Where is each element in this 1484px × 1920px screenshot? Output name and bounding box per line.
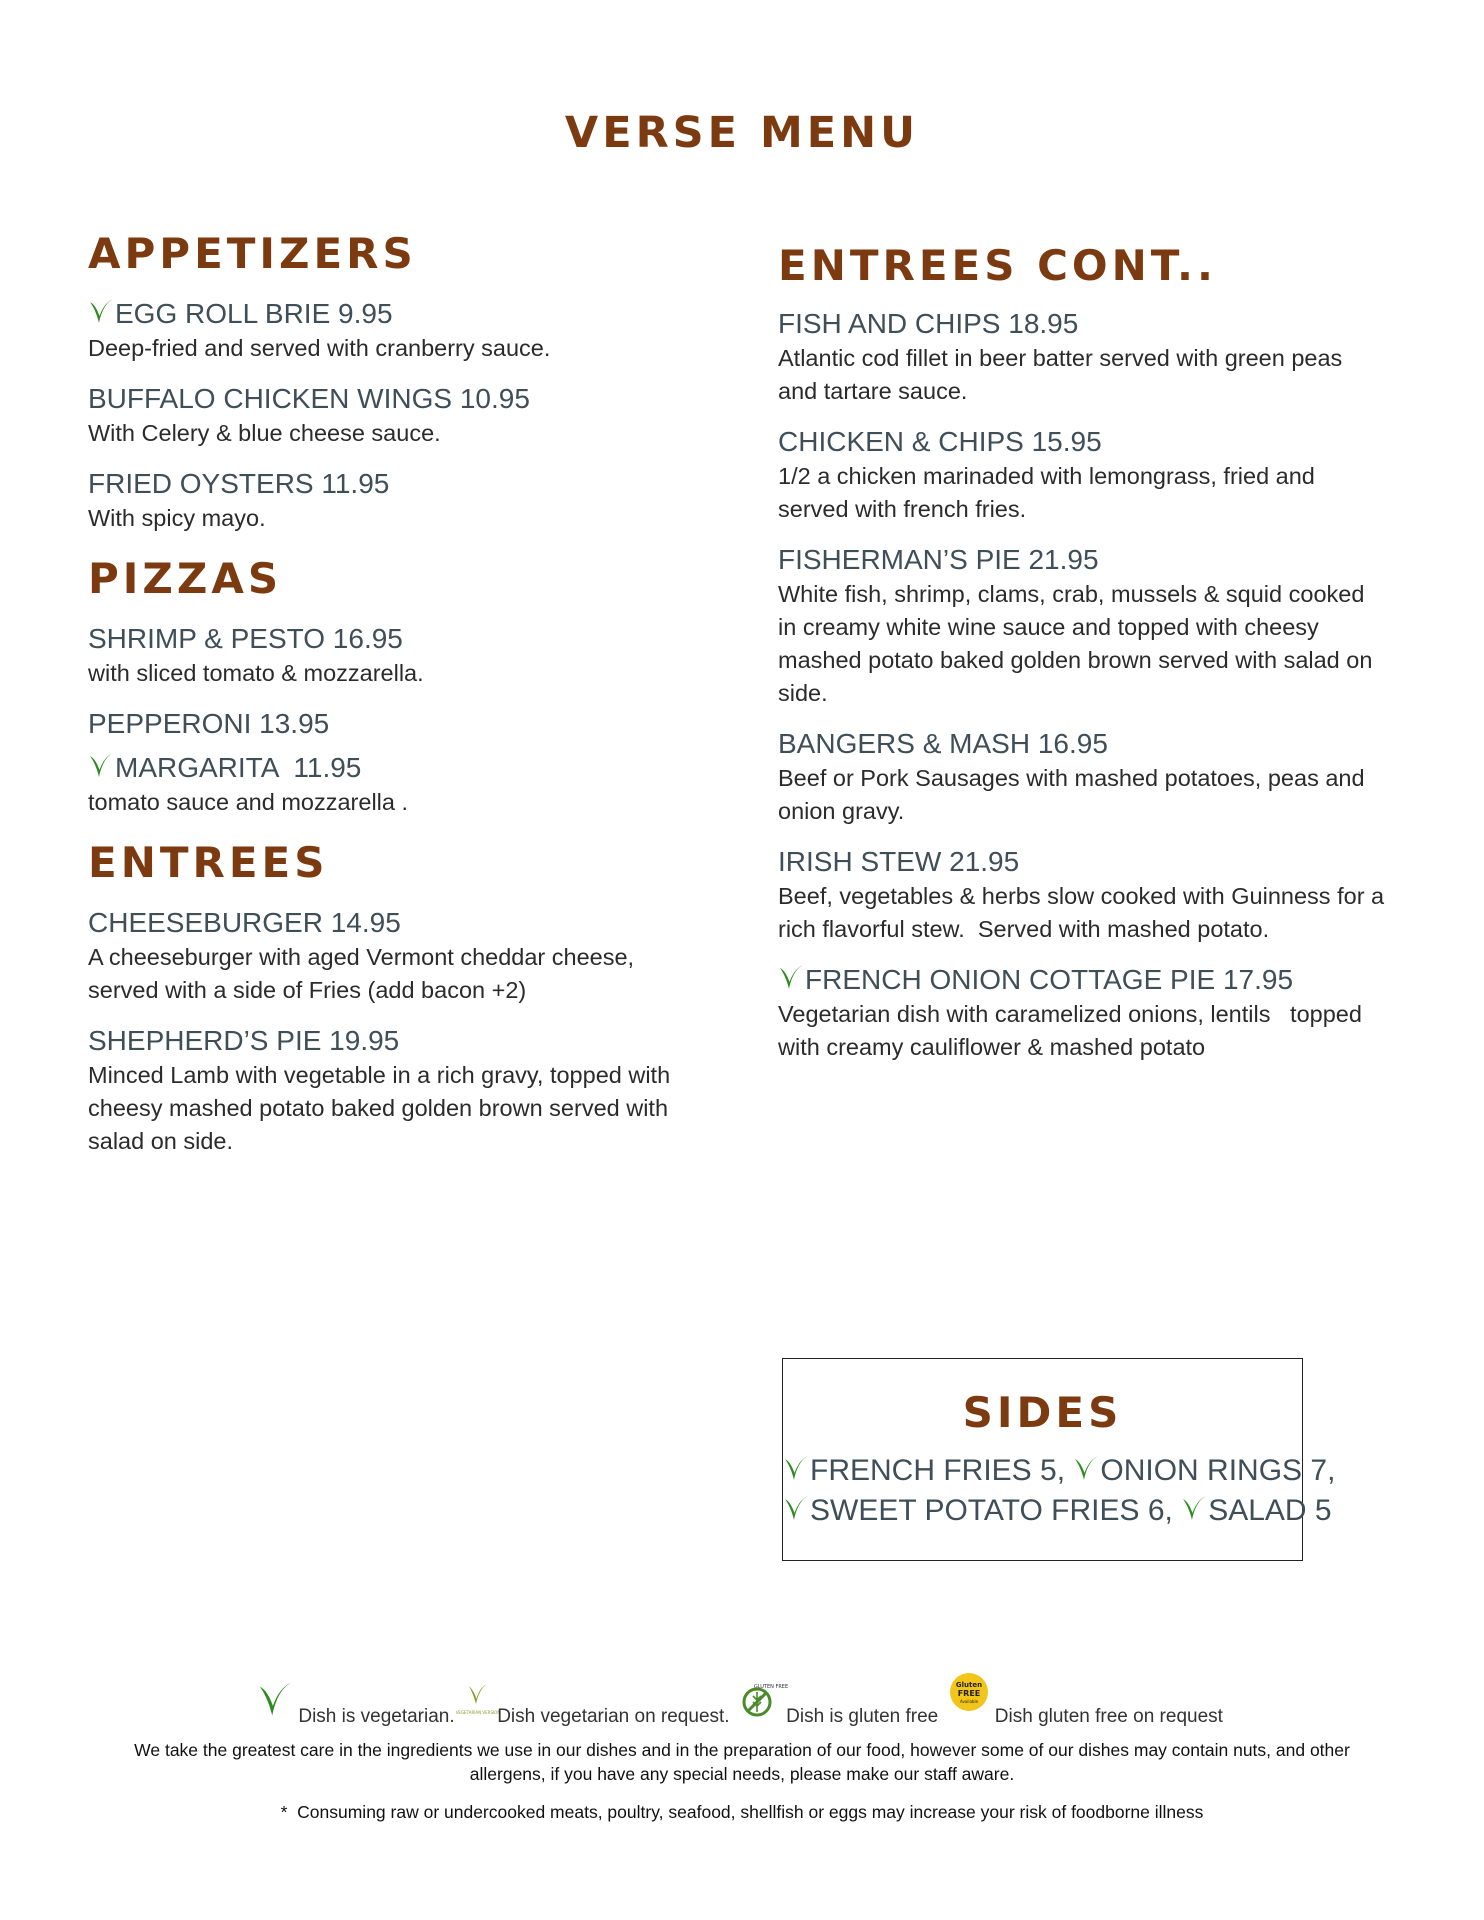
item-name: SHEPHERD’S PIE 19.95: [88, 1025, 400, 1056]
item-description-line: onion gravy.: [778, 798, 905, 824]
item-description-line: cheesy mashed potato baked golden brown served with: [88, 1095, 669, 1121]
menu-item: [778, 726, 1418, 828]
vegetarian-icon: [257, 1676, 293, 1728]
legend-vegetarian: Dish is vegetarian.: [298, 1706, 455, 1727]
item-description: with sliced tomato & mozzarella.: [88, 660, 424, 686]
right-column: [778, 238, 1418, 1080]
vegetarian-request-badge-text: VEGETARIAN VERSION: [455, 1710, 501, 1715]
legend-vegetarian-on-request: Dish vegetarian on request.: [497, 1706, 730, 1727]
item-description: With Celery & blue cheese sauce.: [88, 420, 441, 446]
item-description: Deep-fried and served with cranberry sauce.: [88, 335, 551, 361]
item-name: BANGERS & MASH 16.95: [778, 728, 1108, 759]
pizzas-heading: PIZZAS: [88, 554, 283, 603]
item-description: With spicy mayo.: [88, 505, 266, 531]
raw-food-warning: * Consuming raw or undercooked meats, poultry, seafood, shellfish or eggs may increase your risk of foodborne illness: [280, 1802, 1204, 1822]
menu-title: VERSE MENU: [564, 108, 920, 158]
item-description-line: rich flavorful stew. Served with mashed potato.: [778, 916, 1270, 942]
menu-item: [88, 905, 728, 1007]
vegetarian-icon: [1073, 1454, 1099, 1482]
menu-item: [88, 466, 728, 535]
vegetarian-icon: [778, 963, 804, 991]
vegetarian-icon: [88, 297, 114, 325]
item-description-line: with creamy cauliflower & mashed potato: [778, 1034, 1206, 1060]
item-description-line: Vegetarian dish with caramelized onions, lentils topped: [778, 1001, 1362, 1027]
item-name: FISH AND CHIPS 18.95: [778, 308, 1079, 339]
vegetarian-icon: [1181, 1494, 1207, 1522]
item-description-line: served with a side of Fries (add bacon +2): [88, 977, 527, 1003]
gluten-free-on-request-icon: [948, 1672, 990, 1728]
item-description-line: A cheeseburger with aged Vermont cheddar cheese,: [88, 944, 635, 970]
side-item: ONION RINGS 7,: [1100, 1454, 1336, 1487]
item-name: PEPPERONI 13.95: [88, 708, 330, 739]
item-description-line: Beef, vegetables & herbs slow cooked with Guinness for a: [778, 883, 1385, 909]
item-description-line: White fish, shrimp, clams, crab, mussels & squid cooked: [778, 581, 1365, 607]
item-name: IRISH STEW 21.95: [778, 846, 1020, 877]
item-name: FRIED OYSTERS 11.95: [88, 468, 390, 499]
vegetarian-on-request-icon: [455, 1682, 501, 1728]
sides-box: [782, 1358, 1336, 1561]
menu-item: [778, 424, 1418, 526]
item-description-line: 1/2 a chicken marinaded with lemongrass, fried and: [778, 463, 1315, 489]
vegetarian-icon: [783, 1494, 809, 1522]
vegetarian-icon: [783, 1454, 809, 1482]
gluten-free-request-badge-text: Available: [959, 1699, 978, 1704]
sides-heading: SIDES: [962, 1388, 1123, 1437]
item-name: FRENCH ONION COTTAGE PIE 17.95: [805, 964, 1294, 995]
gluten-free-request-badge-text: Gluten: [955, 1681, 982, 1689]
item-description-line: Minced Lamb with vegetable in a rich gravy, topped with: [88, 1062, 671, 1088]
menu-item: [778, 962, 1418, 1064]
menu-item: [88, 381, 728, 450]
legend-gluten-free: Dish is gluten free: [786, 1706, 939, 1727]
menu-item: [88, 621, 728, 690]
menu-item: [778, 844, 1418, 946]
side-item: FRENCH FRIES 5,: [810, 1454, 1066, 1487]
menu-item: [88, 750, 728, 819]
allergen-note-line: allergens, if you have any special needs, please make our staff aware.: [469, 1764, 1015, 1784]
gluten-free-badge-text: GLUTEN FREE: [753, 1684, 789, 1690]
item-description-line: Beef or Pork Sausages with mashed potatoes, peas and: [778, 765, 1365, 791]
item-description-line: salad on side.: [88, 1128, 234, 1154]
sides-line: [783, 1451, 1336, 1491]
gluten-free-request-badge-text: FREE: [957, 1689, 980, 1698]
menu-item: [88, 296, 728, 365]
item-name: MARGARITA 11.95: [115, 752, 362, 783]
sides-line: [783, 1491, 1332, 1531]
entrees-cont-heading: ENTREES CONT..: [778, 241, 1217, 290]
left-column: [88, 226, 728, 1174]
item-name: SHRIMP & PESTO 16.95: [88, 623, 403, 654]
gluten-free-icon: [739, 1678, 789, 1728]
menu-item: [778, 542, 1418, 710]
item-description-line: and tartare sauce.: [778, 378, 968, 404]
item-description-line: mashed potato baked golden brown served with salad on: [778, 647, 1373, 673]
item-description: tomato sauce and mozzarella .: [88, 789, 409, 815]
item-name: CHICKEN & CHIPS 15.95: [778, 426, 1102, 457]
entrees-heading: ENTREES: [88, 838, 329, 887]
item-name: FISHERMAN’S PIE 21.95: [778, 544, 1099, 575]
item-description-line: Atlantic cod fillet in beer batter served with green peas: [778, 345, 1343, 371]
item-name: EGG ROLL BRIE 9.95: [115, 298, 393, 329]
side-item: SWEET POTATO FRIES 6,: [810, 1494, 1173, 1527]
allergen-note-line: We take the greatest care in the ingredients we use in our dishes and in the preparation of our food, however some of our dishes may contain nuts, and other: [134, 1740, 1350, 1760]
side-item: SALAD 5: [1208, 1494, 1332, 1527]
menu-item: [778, 306, 1418, 408]
appetizers-heading: APPETIZERS: [88, 229, 417, 278]
item-name: CHEESEBURGER 14.95: [88, 907, 401, 938]
menu-item: [88, 1023, 728, 1158]
allergen-note: [110, 1738, 1374, 1786]
item-description-line: side.: [778, 680, 828, 706]
item-name: BUFFALO CHICKEN WINGS 10.95: [88, 383, 530, 414]
item-description-line: served with french fries.: [778, 496, 1027, 522]
vegetarian-icon: [88, 751, 114, 779]
legend: [0, 1672, 1484, 1728]
legend-gluten-free-on-request: Dish gluten free on request: [994, 1706, 1223, 1727]
menu-item: [88, 706, 728, 742]
item-description-line: in creamy white wine sauce and topped with cheesy: [778, 614, 1319, 640]
